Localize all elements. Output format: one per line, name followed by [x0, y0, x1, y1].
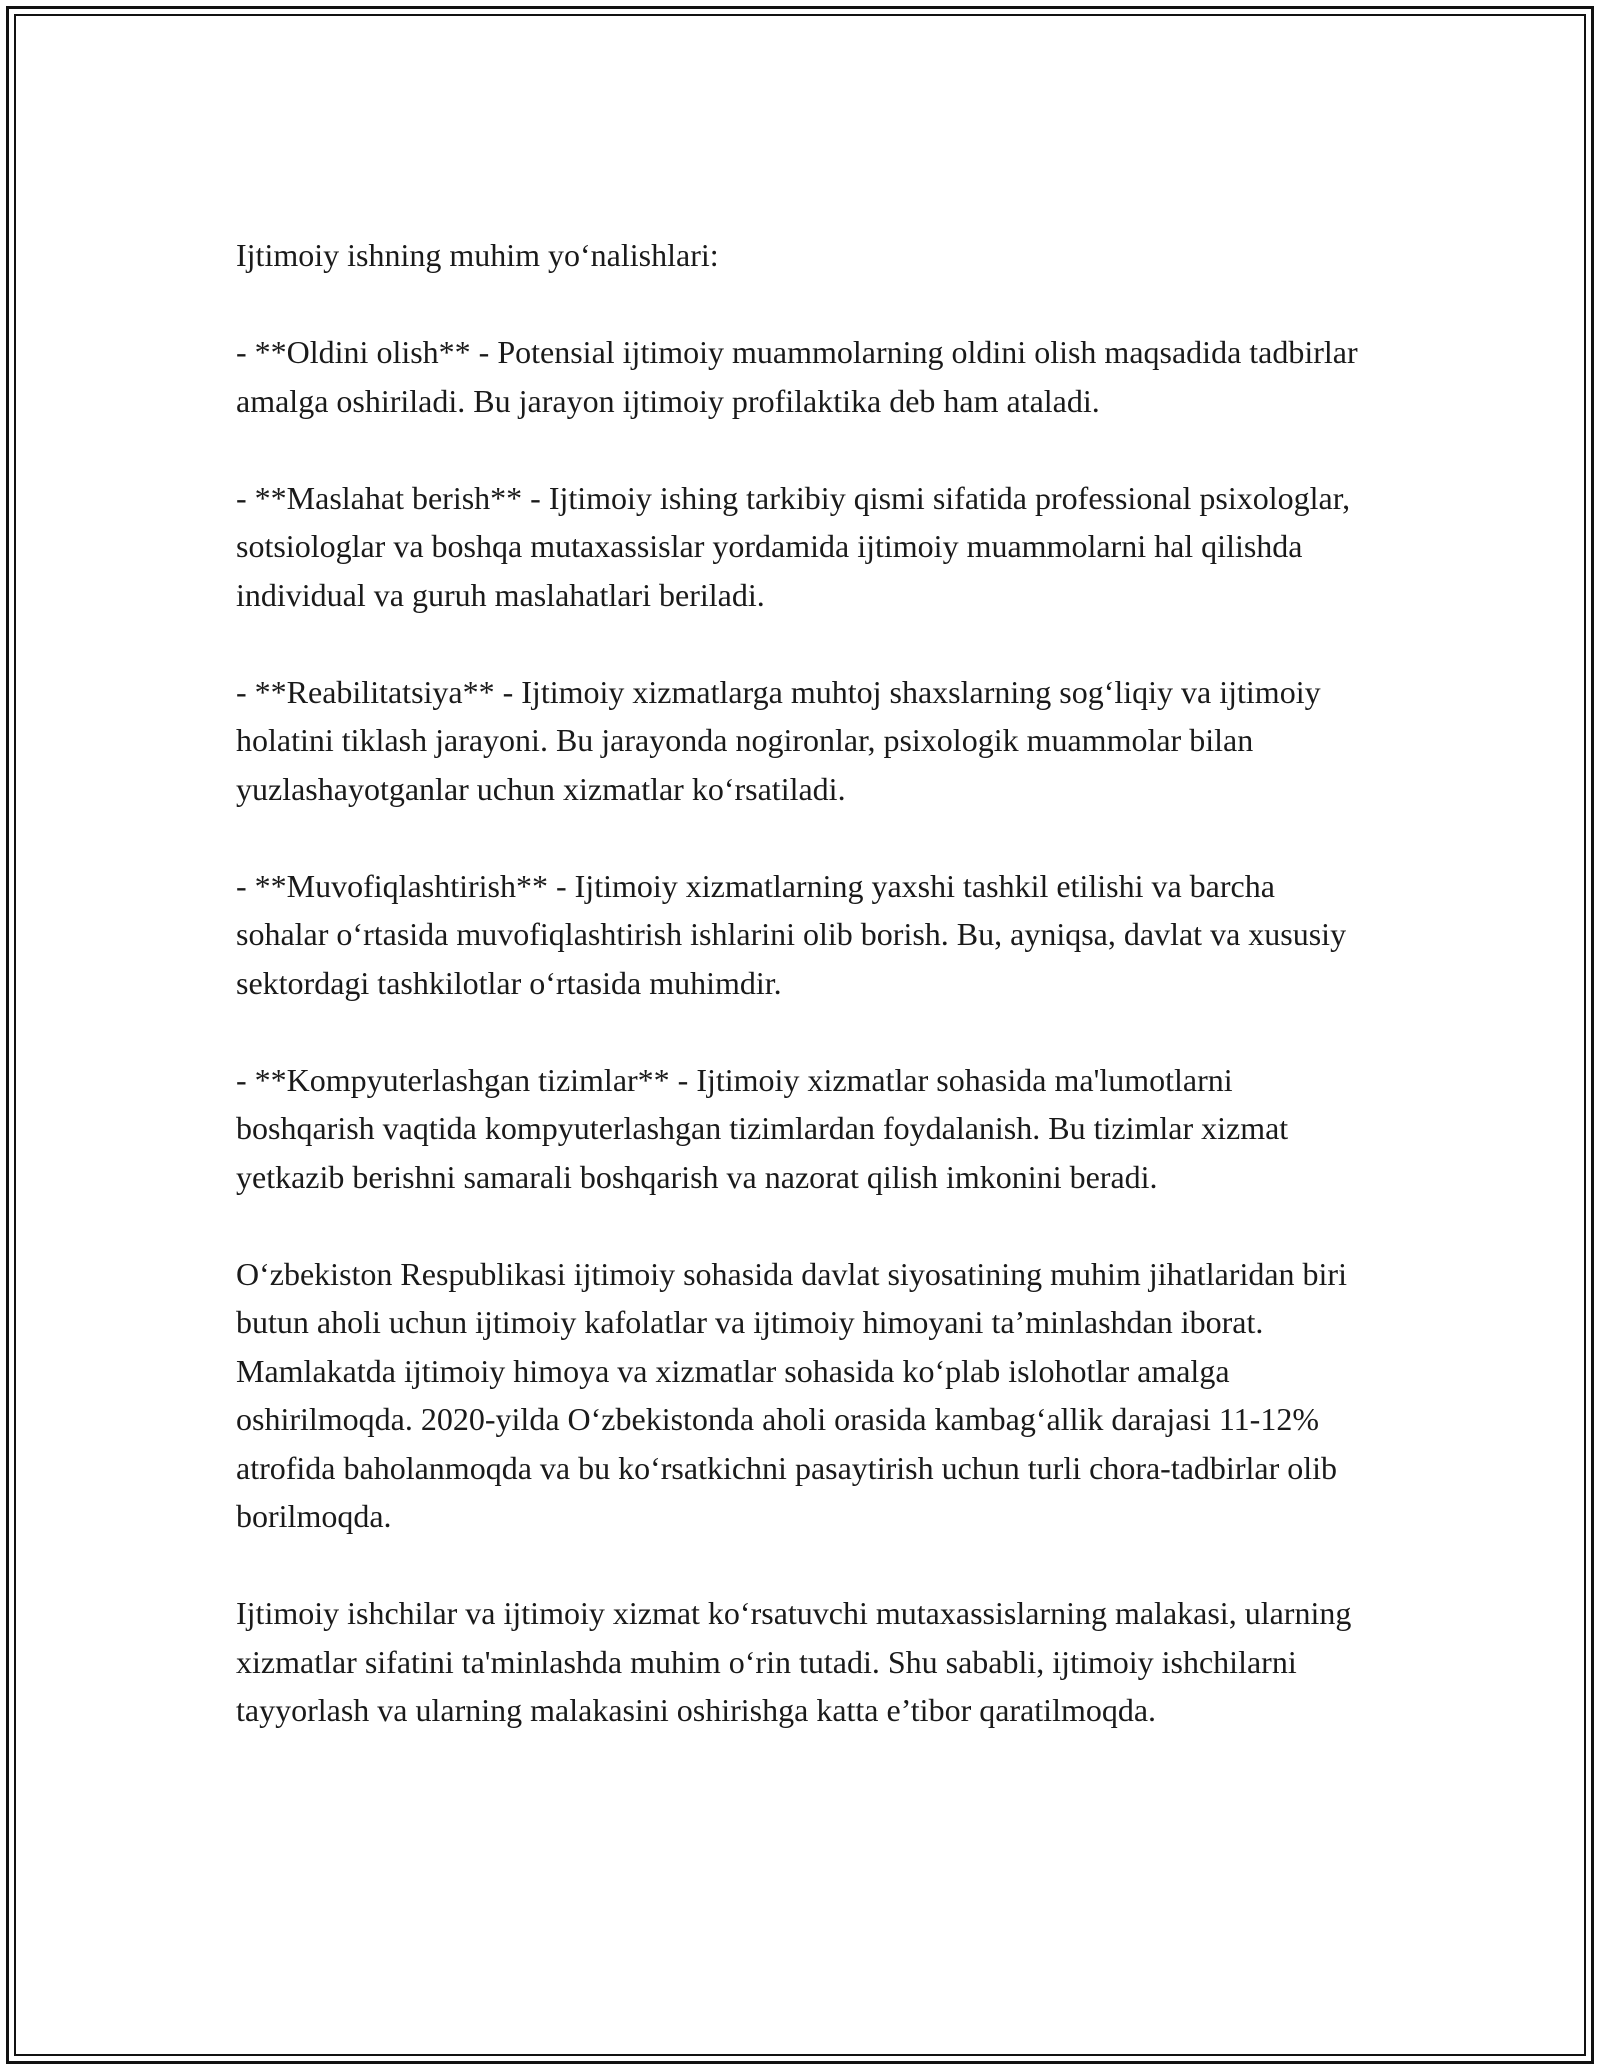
- paragraph-ijtimoiy-ishchilar: Ijtimoiy ishchilar va ijtimoiy xizmat ko‘rsatuvchi mutaxassislarning malakasi, ularning xizmatlar sifatini ta'minlashda muhim o‘rin tutadi. Shu sababli, ijtimoiy ishchilarni tayyorlash va ularning malakasini oshirishga katta e’tibor qaratilmoqda.: [236, 1595, 1352, 1728]
- paragraph-kompyuterlashgan-tizimlar: - **Kompyuterlashgan tizimlar** - Ijtimoiy xizmatlar sohasida ma'lumotlarni boshqarish vaqtida kompyuterlashgan tizimlardan foydalanish. Bu tizimlar xizmat yetkazib berishni samarali boshqarish va nazorat qilish imkonini beradi.: [236, 1061, 1289, 1195]
- document-heading: Ijtimoiy ishning muhim yo‘nalishlari:: [236, 237, 719, 273]
- document-body: [236, 231, 1366, 1735]
- paragraph-oldini-olish: - **Oldini olish** - Potensial ijtimoiy muammolarning oldini olish maqsadida tadbirlar amalga oshiriladi. Bu jarayon ijtimoiy profilaktika deb ham ataladi.: [236, 334, 1358, 419]
- paragraph-davlat-siyosati: O‘zbekiston Respublikasi ijtimoiy sohasida davlat siyosatining muhim jihatlaridan biri butun aholi uchun ijtimoiy kafolatlar va ijtimoiy himoyani ta’minlashdan iborat. Mamlakatda ijtimoiy himoya va xizmatlar sohasida ko‘plab islohotlar amalga oshirilmoqda. 2020-yilda O‘zbekistonda aholi orasida kambag‘allik darajasi 11-12% atrofida baholanmoqda va bu ko‘rsatkichni pasaytirish uchun turli chora-tadbirlar olib borilmoqda.: [236, 1255, 1347, 1534]
- paragraph-muvofiqlashtirish: - **Muvofiqlashtirish** - Ijtimoiy xizmatlarning yaxshi tashkil etilishi va barcha sohalar o‘rtasida muvofiqlashtirish ishlarini olib borish. Bu, ayniqsa, davlat va xususiy sektordagi tashkilotlar o‘rtasida muhimdir.: [236, 867, 1347, 1001]
- paragraph-maslahat-berish: - **Maslahat berish** - Ijtimoiy ishing tarkibiy qismi sifatida professional psixologlar, sotsiologlar va boshqa mutaxassislar yordamida ijtimoiy muammolarni hal qilishda individual va guruh maslahatlari beriladi.: [236, 479, 1351, 613]
- paragraph-reabilitatsiya: - **Reabilitatsiya** - Ijtimoiy xizmatlarga muhtoj shaxslarning sog‘liqiy va ijtimoiy holatini tiklash jarayoni. Bu jarayonda nogironlar, psixologik muammolar bilan yuzlashayotganlar uchun xizmatlar ko‘rsatiladi.: [236, 673, 1321, 807]
